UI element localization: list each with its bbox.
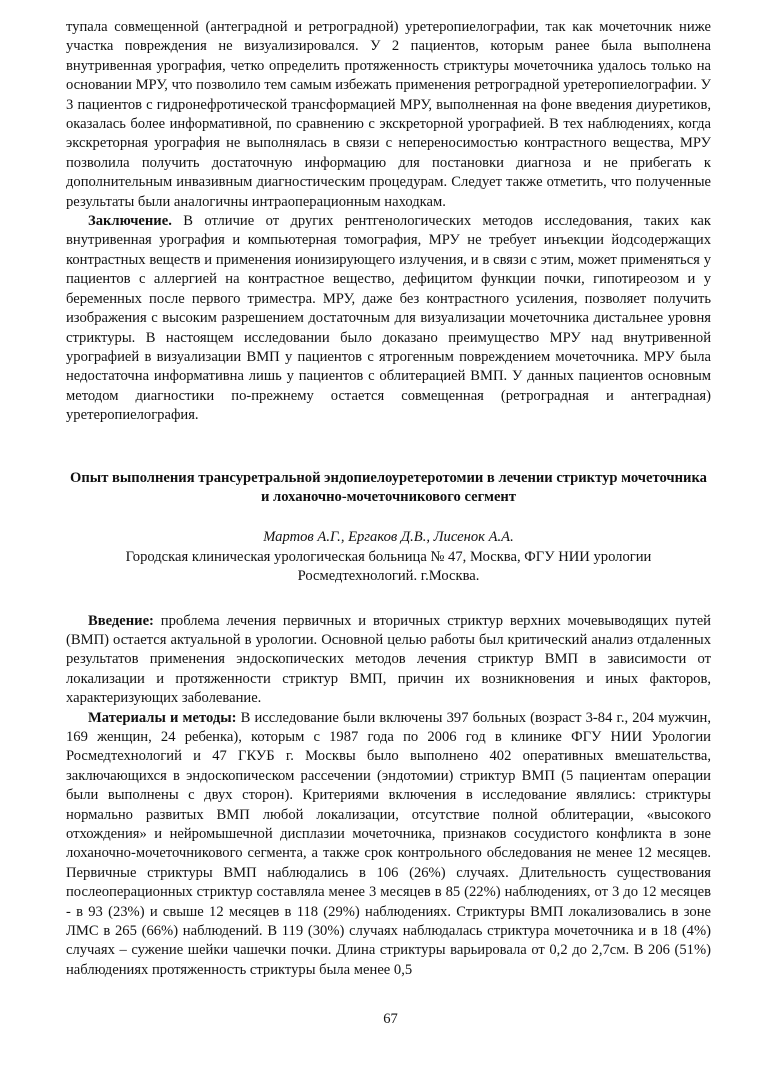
page-number: 67 <box>383 1011 398 1027</box>
paragraph-mru-results: тупала совмещенной (антеградной и ретроградной) уретеропиелографии, так как мочеточник ниже участка повреждения не визуализировался. У 2 пациентов, которым ранее была выполнена внутривенная урография, четко определить протяженность стриктуры мочеточника удалось только на основании МРУ, что позволило тем самым избежать применения ретроградной уретеропиелографии. У 3 пациентов с гидронефротической трансформацией МРУ, выполненная на фоне введения диуретиков, оказалась более информативной, по сравнению с экскреторной урографией. В тех наблюдениях, когда экскреторная урография не выполнялась в связи с непереносимостью контрастного вещества, МРУ позволила получить достаточную информацию для постановки диагноза и не прибегать к дополнительным инвазивным диагностическим процедурам. Следует также отметить, что полученные результаты были аналогичны интраоперационным находкам. <box>66 19 711 210</box>
article-title: Опыт выполнения трансуретральной эндопиелоуретеротомии в лечении стриктур мочеточника и лоханочно-мочеточникового сегмент <box>70 469 707 505</box>
introduction-text: проблема лечения первичных и вторичных стриктур верхних мочевыводящих путей (ВМП) остается актуальной в урологии. Основной целью работы был критический анализ отдаленных результатов применения эндоскопических методов лечения стриктур ВМП в зависимости от локализации и протяженности стриктур ВМП, причин их возникновения и иных факторов, характеризующих заболевание. <box>66 612 711 707</box>
article-authors: Мартов А.Г., Ергаков Д.В., Лисенок А.А. <box>263 529 514 546</box>
paragraph-introduction <box>66 612 711 709</box>
methods-label: Материалы и методы: <box>88 709 237 726</box>
paragraph-methods <box>66 709 711 981</box>
methods-text: В исследование были включены 397 больных (возраст 3-84 г., 204 мужчин, 169 женщин, 24 ребенка), которым с 1987 года по 2006 год в клинике ФГУ НИИ Урологии Росмедтехнологий и 47 ГКУБ г. Москвы было выполнено 402 оперативных вмешательства, заключающихся в эндоскопическом рассечении (эндотомии) стриктур ВМП (5 пациентам операции были выполнены с двух сторон). Критериями включения в исследование являлись: стриктуры нормально развитых ВМП любой локализации, отсутствие полной облитерации, «высокого отхождения» и нейромышечной дисплазии мочеточника, признаков сосудистого конфликта в зоне лоханочно-мочеточникового сегмента, а также срок контрольного обследования не менее 12 месяцев. Первичные стриктуры ВМП наблюдались в 106 (26%) случаях. Длительность существования послеоперационных стриктур составляла менее 3 месяцев в 85 (22%) наблюдениях, от 3 до 12 месяцев - в 93 (23%) и свыше 12 месяцев в 118 (29%) наблюдениях. Стриктуры ВМП локализовались в зоне ЛМС в 265 (66%) наблюдений. В 119 (30%) случаях наблюдалась стриктура мочеточника и в 18 (4%) случаях – сужение шейки чашечки почки. Длина стриктуры варьировала от 0,2 до 2,7см. В 206 (51%) наблюдениях протяженность стриктуры была менее 0,5 <box>66 709 711 978</box>
introduction-label: Введение: <box>88 612 154 629</box>
article-affiliation: Городская клиническая урологическая больница № 47, Москва, ФГУ НИИ урологии Росмедтехнологий. г.Москва. <box>125 548 652 585</box>
conclusion-label: Заключение. <box>88 213 172 230</box>
conclusion-text: В отличие от других рентгенологических методов исследования, таких как внутривенная урография и компьютерная томография, МРУ не требует инъекции йодсодержащих контрастных веществ и применения ионизирующего излучения, и в связи с этим, может применяться у пациентов с аллергией на контрастное вещество, дефицитом функции почки, гипотиреозом и у беременных после первого триместра. МРУ, даже без контрастного усиления, позволяет получить изображения с высоким разрешением достаточным для визуализации мочеточника дистальнее уровня стриктуры. В настоящем исследовании было доказано преимущество МРУ над внутривенной урографией в визуализации ВМП у пациентов с ятрогенным повреждением мочеточника. МРУ была недостаточна информативна лишь у пациентов с облитерацией ВМП. У данных пациентов основным методом диагностики по-прежнему остается совмещенная (ретроградная и антеградная) уретеропиелография. <box>66 213 711 424</box>
paragraph-conclusion <box>66 212 711 425</box>
document-page <box>66 18 711 980</box>
